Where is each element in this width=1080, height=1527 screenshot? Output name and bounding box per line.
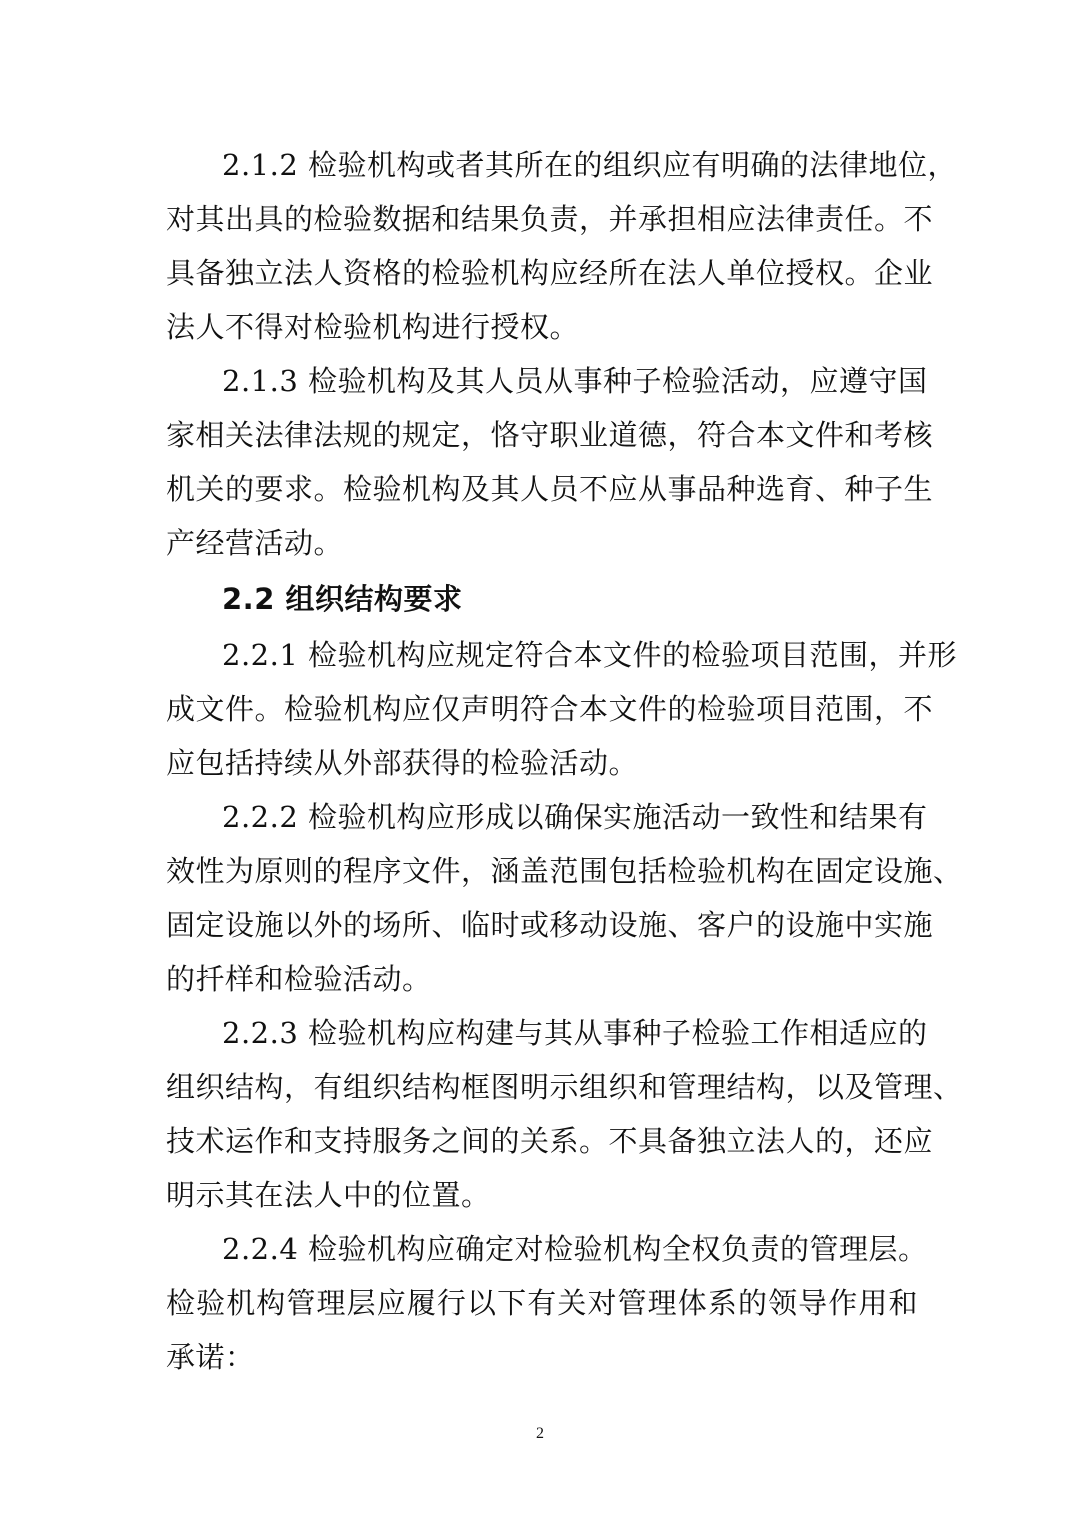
text-line-2-1-2-b: 对其出具的检验数据和结果负责，并承担相应法律责任。不 [166, 202, 934, 236]
text-line-2-1-2-a: 2.1.2 检验机构或者其所在的组织应有明确的法律地位， [222, 148, 958, 182]
text-line-2-2-4-a: 2.2.4 检验机构应确定对检验机构全权负责的管理层。 [222, 1232, 928, 1266]
text-line-2-1-2-c: 具备独立法人资格的检验机构应经所在法人单位授权。企业 [166, 256, 934, 290]
text-line-2-2-4-b: 检验机构管理层应履行以下有关对管理体系的领导作用和 [166, 1286, 918, 1320]
text-line-2-2-3-d: 明示其在法人中的位置。 [166, 1178, 491, 1212]
text-line-2-2-1-a: 2.2.1 检验机构应规定符合本文件的检验项目范围，并形 [222, 638, 958, 672]
text-line-2-2-3-b: 组织结构，有组织结构框图明示组织和管理结构，以及管理、 [166, 1070, 963, 1104]
text-line-2-2-3-a: 2.2.3 检验机构应构建与其从事种子检验工作相适应的 [222, 1016, 928, 1050]
text-line-2-2-4-c: 承诺： [166, 1340, 255, 1374]
text-line-2-2-1-b: 成文件。检验机构应仅声明符合本文件的检验项目范围，不 [166, 692, 934, 726]
text-line-2-1-2-d: 法人不得对检验机构进行授权。 [166, 310, 580, 344]
text-line-2-2-2-b: 效性为原则的程序文件，涵盖范围包括检验机构在固定设施、 [166, 854, 963, 888]
text-line-2-1-3-a: 2.1.3 检验机构及其人员从事种子检验活动，应遵守国 [222, 364, 928, 398]
text-line-2-2-2-c: 固定设施以外的场所、临时或移动设施、客户的设施中实施 [166, 908, 934, 942]
page-number: 2 [536, 1425, 544, 1442]
text-line-2-2-2-d: 的扦样和检验活动。 [166, 962, 432, 996]
section-heading-2-2: 2.2 组织结构要求 [222, 582, 463, 616]
text-line-2-1-3-b: 家相关法律法规的规定，恪守职业道德，符合本文件和考核 [166, 418, 934, 452]
text-line-2-1-3-d: 产经营活动。 [166, 526, 344, 560]
text-line-2-1-3-c: 机关的要求。检验机构及其人员不应从事品种选育、种子生 [166, 472, 934, 506]
text-line-2-2-3-c: 技术运作和支持服务之间的关系。不具备独立法人的，还应 [166, 1124, 934, 1158]
text-line-2-2-1-c: 应包括持续从外部获得的检验活动。 [166, 746, 639, 780]
text-line-2-2-2-a: 2.2.2 检验机构应形成以确保实施活动一致性和结果有 [222, 800, 928, 834]
